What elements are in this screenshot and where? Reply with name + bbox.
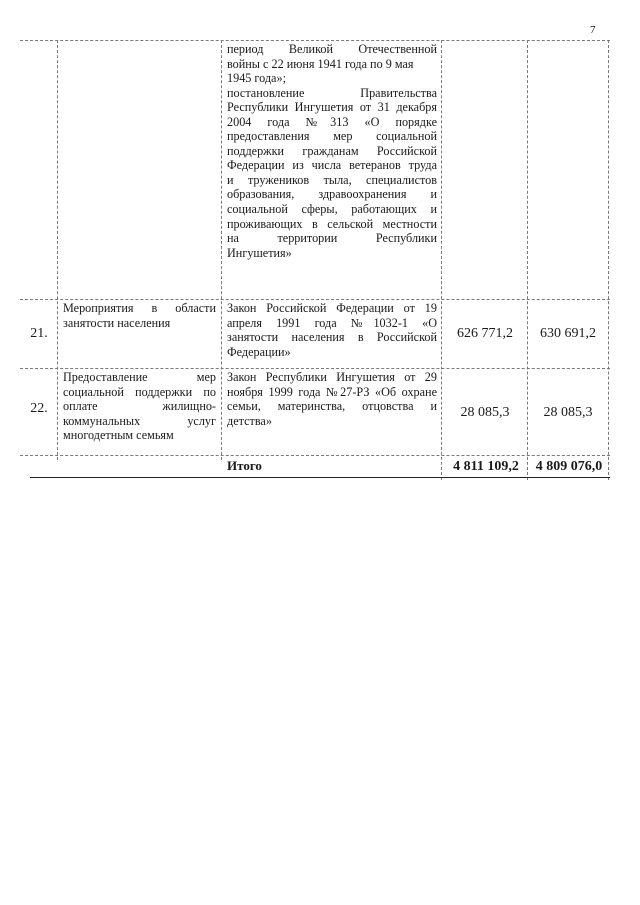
text-line: 2004 года №313 «О порядке	[227, 114, 437, 129]
text-line: образования, здравоохранения и	[227, 187, 437, 202]
col-divider-2	[221, 40, 222, 460]
text-line: детства»	[227, 413, 272, 428]
text-line: поддержки гражданам Российской	[227, 143, 437, 158]
text-line: социальной поддержки по	[63, 384, 216, 399]
row-value-2: 28 085,3	[543, 405, 593, 420]
page-number: 7	[590, 24, 596, 36]
row-divider-total	[20, 455, 610, 456]
text-line: Предоставление мер	[63, 370, 216, 384]
text-line: ноября 1999 года №27-РЗ «Об охране	[227, 384, 437, 399]
text-line: Закон Республики Ингушетия от 29	[227, 370, 437, 384]
total-value-2: 4 809 076,0	[535, 459, 603, 474]
row-divider-22	[20, 368, 610, 369]
row-law	[227, 301, 437, 359]
text-line: занятости населения в Российской	[227, 330, 437, 345]
text-line: многодетным семьям	[63, 428, 174, 443]
text-line: коммунальных услуг	[63, 413, 216, 428]
text-line: постановление Правительства	[227, 85, 437, 100]
text-line: оплате жилищно-	[63, 399, 216, 414]
text-line: и тружеников тыла, специалистов	[227, 172, 437, 187]
col-divider-3	[441, 40, 442, 480]
text-line: проживающих в сельской местности	[227, 216, 437, 231]
text-line: семьи, материнства, отцовства и	[227, 399, 437, 414]
text-line: занятости населения	[63, 315, 171, 330]
row-measure	[63, 301, 216, 330]
row-divider-top	[20, 40, 610, 41]
text-line: Ингушетия»	[227, 245, 292, 260]
row-number: 22.	[30, 401, 48, 416]
row-measure	[63, 370, 216, 443]
total-value-1: 4 811 109,2	[453, 459, 519, 474]
text-line: Республики Ингушетия от 31 декабря	[227, 100, 437, 115]
text-line: Федерации»	[227, 344, 291, 359]
total-underline	[30, 477, 610, 478]
text-line: на территории Республики	[227, 231, 437, 246]
row-law	[227, 370, 437, 428]
row-number: 21.	[30, 326, 48, 341]
total-label: Итого	[227, 458, 262, 473]
text-line: Федерации из числа ветеранов труда	[227, 158, 437, 173]
continuation-law-text	[227, 42, 437, 260]
text-line: апреля 1991 года №1032-1 «О	[227, 315, 437, 330]
text-line: период Великой Отечественной	[227, 42, 437, 56]
row-divider-21	[20, 299, 610, 300]
col-divider-5	[608, 40, 609, 480]
text-line: 1945 года»;	[227, 71, 286, 86]
text-line: Закон Российской Федерации от 19	[227, 301, 437, 315]
text-line: Мероприятия в области	[63, 301, 216, 315]
row-value-1: 626 771,2	[457, 326, 513, 341]
row-value-1: 28 085,3	[460, 405, 510, 420]
text-line: войны с 22 июня 1941 года по 9 мая	[227, 56, 414, 71]
row-value-2: 630 691,2	[540, 326, 596, 341]
text-line: социальной сферы, работающих и	[227, 202, 437, 217]
text-line: предоставления мер социальной	[227, 129, 437, 144]
col-divider-1	[57, 40, 58, 460]
